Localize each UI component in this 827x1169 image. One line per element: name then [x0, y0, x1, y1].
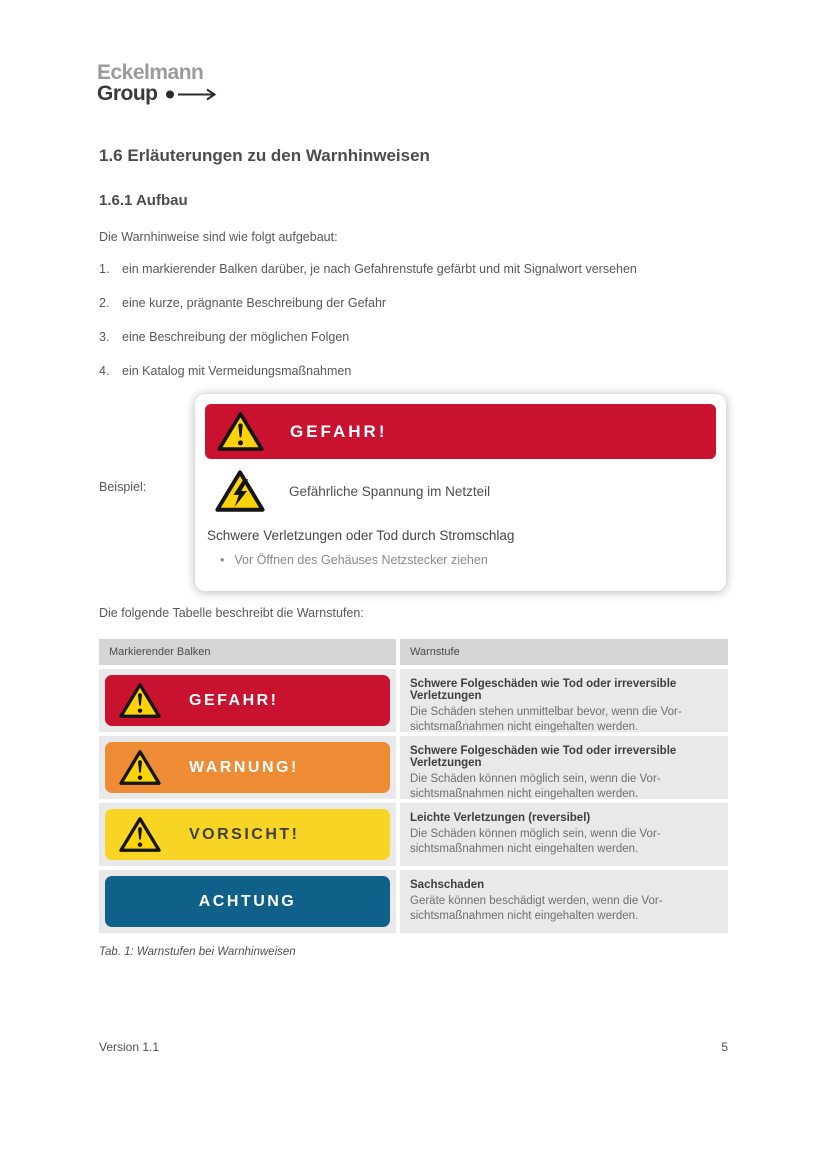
- bullet-marker: •: [220, 553, 225, 567]
- subsection-title: 1.6.1 Aufbau: [99, 192, 188, 209]
- table-row-gefahr: [99, 669, 728, 732]
- page-footer: [99, 1040, 728, 1054]
- warning-triangle-icon: [119, 682, 161, 719]
- description-line: sichtsmaßnahmen nicht eingehalten werden.: [410, 721, 639, 734]
- danger-banner: [205, 404, 716, 459]
- example-label: Beispiel:: [99, 480, 147, 494]
- eckelmann-logo: [97, 62, 217, 105]
- warnstufe-title: Schwere Folgeschäden wie Tod oder irreversible Verletzungen: [410, 745, 677, 769]
- section-title: 1.6 Erläuterungen zu den Warnhinweisen: [99, 146, 430, 165]
- warnung-banner: [105, 742, 390, 793]
- signal-word: GEFAHR!: [290, 421, 388, 441]
- measure-text: Vor Öffnen des Gehäuses Netzstecker ziehen: [234, 553, 488, 567]
- warning-triangle-icon: [217, 411, 264, 452]
- description-line: Die Schäden können möglich sein, wenn die Vor-: [410, 773, 661, 785]
- measure-item: [205, 553, 716, 567]
- description-cell: [400, 669, 728, 732]
- gefahr-banner: [105, 675, 390, 726]
- banner-cell: [99, 803, 396, 866]
- warnstufe-description: [410, 772, 716, 802]
- list-item-number: 1.: [99, 262, 110, 276]
- hazard-text: Gefährliche Spannung im Netzteil: [289, 483, 491, 499]
- signal-word: GEFAHR!: [189, 691, 279, 709]
- high-voltage-triangle-icon: [215, 469, 265, 513]
- example-warning-box: [195, 394, 726, 591]
- intro-text: Die Warnhinweise sind wie folgt aufgebaut:: [99, 230, 338, 244]
- header-warnstufe: Warnstufe: [400, 639, 728, 665]
- list-item-text: ein markierender Balken darüber, je nach Gefahrenstufe gefärbt und mit Signalwort versehen: [122, 262, 637, 276]
- table-row-warnung: [99, 736, 728, 799]
- warnstufe-title: Leichte Verletzungen (reversibel): [410, 812, 591, 824]
- warnstufe-title: Schwere Folgeschäden wie Tod oder irreversible Verletzungen: [410, 678, 677, 702]
- description-cell: [400, 803, 728, 866]
- warnstufe-description: [410, 705, 716, 735]
- warnstufe-description: [410, 827, 716, 857]
- list-item-number: 3.: [99, 330, 110, 344]
- description-cell: [400, 870, 728, 933]
- table-caption: Tab. 1: Warnstufen bei Warnhinweisen: [99, 946, 296, 958]
- description-line: sichtsmaßnahmen nicht eingehalten werden.: [410, 843, 639, 856]
- logo-arrow-icon: [165, 88, 217, 101]
- list-item-text: eine Beschreibung der möglichen Folgen: [122, 330, 350, 344]
- description-line: sichtsmaßnahmen nicht eingehalten werden.: [410, 788, 639, 801]
- logo-text-group: Group: [97, 82, 158, 105]
- list-item: [99, 296, 739, 312]
- warning-triangle-icon: [119, 749, 161, 786]
- logo-text-eckelmann: Eckelmann: [97, 61, 204, 84]
- signal-word: VORSICHT!: [189, 825, 300, 843]
- description-line: Die Schäden können möglich sein, wenn die Vor-: [410, 828, 661, 840]
- description-line: Geräte können beschädigt werden, wenn die Vor-: [410, 895, 663, 907]
- warning-levels-table: [99, 639, 728, 933]
- example-section: [99, 394, 759, 591]
- page-number: 5: [721, 1040, 728, 1054]
- signal-word: WARNUNG!: [189, 758, 299, 776]
- table-intro-text: Die folgende Tabelle beschreibt die Warnstufen:: [99, 606, 364, 620]
- list-item-text: eine kurze, prägnante Beschreibung der Gefahr: [122, 296, 387, 310]
- list-item-number: 2.: [99, 296, 110, 310]
- banner-cell: [99, 870, 396, 933]
- achtung-banner: [105, 876, 390, 927]
- signal-word: ACHTUNG: [198, 892, 297, 910]
- list-item-text: ein Katalog mit Vermeidungsmaßnahmen: [122, 364, 352, 378]
- vorsicht-banner: [105, 809, 390, 860]
- table-row-achtung: [99, 870, 728, 933]
- header-markierender-balken: Markierender Balken: [99, 639, 396, 665]
- hazard-row: [205, 467, 716, 515]
- consequence-text: Schwere Verletzungen oder Tod durch Stromschlag: [207, 528, 515, 543]
- table-header-row: [99, 639, 728, 665]
- banner-cell: [99, 736, 396, 799]
- warning-triangle-icon: [119, 816, 161, 853]
- version-label: Version 1.1: [99, 1040, 160, 1054]
- table-row-vorsicht: [99, 803, 728, 866]
- description-line: sichtsmaßnahmen nicht eingehalten werden.: [410, 910, 639, 923]
- list-item: [99, 262, 739, 278]
- banner-cell: [99, 669, 396, 732]
- description-cell: [400, 736, 728, 799]
- list-item-number: 4.: [99, 364, 110, 378]
- list-item: [99, 330, 739, 346]
- warnstufe-description: [410, 894, 716, 924]
- structure-list: [99, 262, 739, 398]
- description-line: Die Schäden stehen unmittelbar bevor, wenn die Vor-: [410, 706, 682, 718]
- list-item: [99, 364, 739, 380]
- warnstufe-title: Sachschaden: [410, 879, 485, 891]
